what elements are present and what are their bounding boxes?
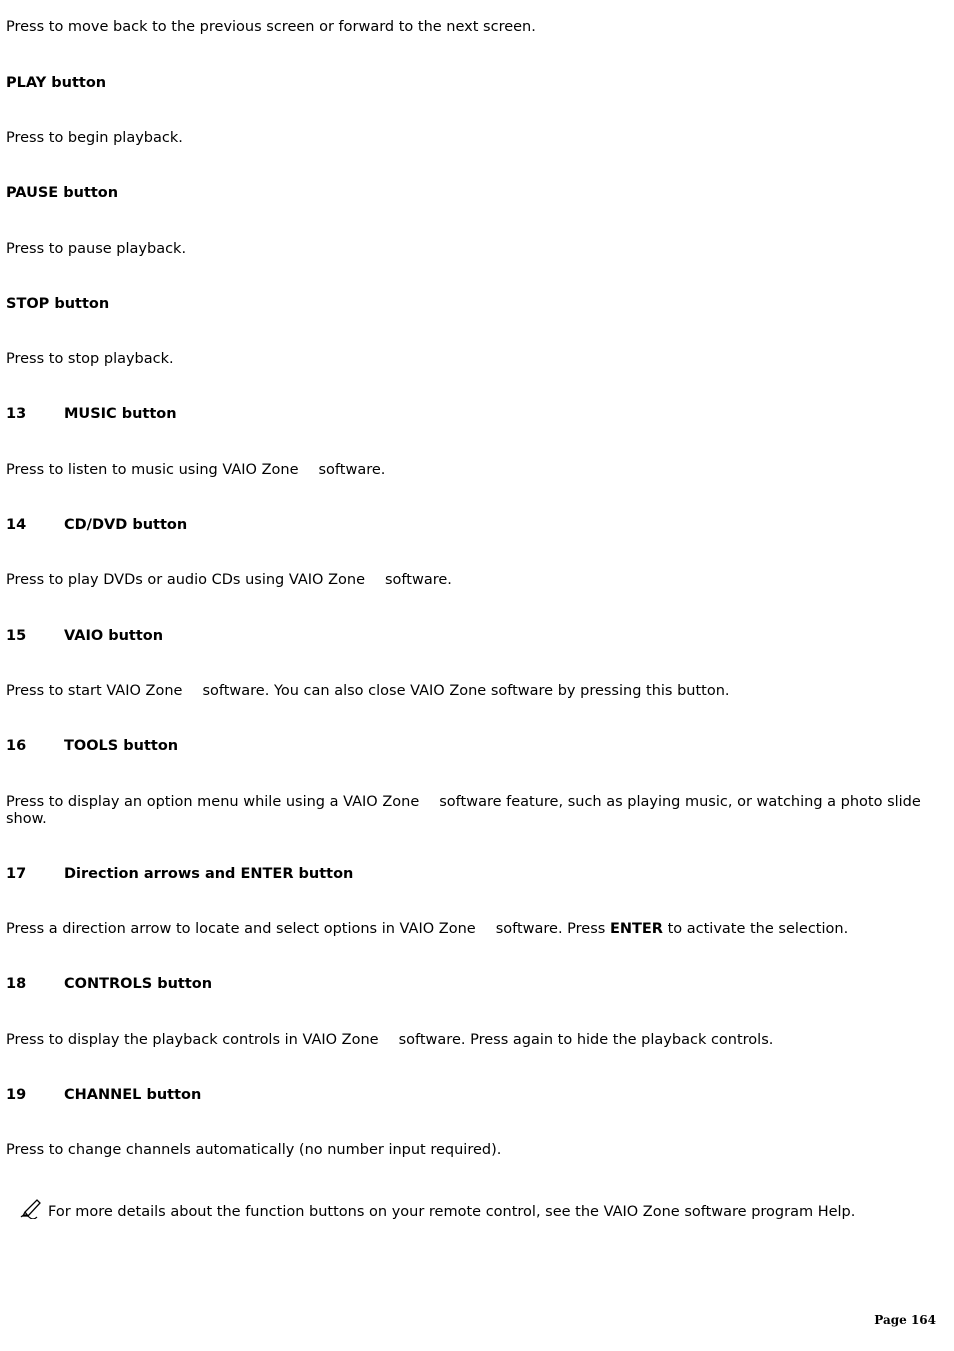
item-16-heading	[6, 738, 934, 755]
item-number: 17	[6, 866, 27, 882]
desc-part: Press to change channels automatically (no number input required).	[6, 1142, 502, 1158]
item-number: 18	[6, 976, 27, 992]
desc-part: software. Press	[495, 921, 606, 937]
desc-part: Press to play DVDs or audio CDs using VAIO Zone	[6, 572, 365, 588]
desc-part: Press a direction arrow to locate and select options in VAIO Zone	[6, 921, 476, 937]
item-number: 15	[6, 628, 27, 644]
desc-part: Press to display an option menu while using a VAIO Zone	[6, 794, 420, 810]
item-19-description	[6, 1142, 934, 1159]
pencil-note-icon	[20, 1199, 44, 1219]
item-17-description	[6, 921, 934, 938]
item-19-heading	[6, 1087, 934, 1104]
desc-part: software. You can also close VAIO Zone software by pressing this button.	[202, 683, 730, 699]
desc-part: software. Press again to hide the playback controls.	[398, 1032, 774, 1048]
pause-button-description: Press to pause playback.	[6, 241, 187, 257]
item-18-heading	[6, 976, 934, 993]
item-18-description	[6, 1032, 934, 1049]
intro-text: Press to move back to the previous screen or forward to the next screen.	[6, 19, 536, 35]
page-number: Page 164	[874, 1313, 936, 1327]
item-number: 19	[6, 1087, 27, 1103]
play-button-heading: PLAY button	[6, 75, 107, 91]
item-title: CHANNEL button	[64, 1087, 202, 1103]
desc-part: software.	[318, 462, 386, 478]
desc-part: software.	[385, 572, 452, 588]
item-15-heading	[6, 628, 934, 645]
item-16-description	[6, 794, 934, 828]
note	[20, 1199, 855, 1221]
item-title: TOOLS button	[64, 738, 179, 754]
item-14-heading	[6, 517, 934, 534]
stop-button-heading: STOP button	[6, 296, 110, 312]
desc-part: Press to start VAIO Zone	[6, 683, 183, 699]
desc-emphasis: ENTER	[609, 921, 663, 937]
item-number: 13	[6, 406, 27, 422]
item-number: 16	[6, 738, 27, 754]
item-13-description	[6, 462, 934, 479]
item-17-heading	[6, 866, 934, 883]
stop-button-description: Press to stop playback.	[6, 351, 174, 367]
item-title: VAIO button	[64, 628, 164, 644]
desc-part: to activate the selection.	[667, 921, 849, 937]
pause-button-heading: PAUSE button	[6, 185, 119, 201]
item-13-heading	[6, 406, 934, 423]
item-title: MUSIC button	[64, 406, 177, 422]
item-title: CD/DVD button	[64, 517, 188, 533]
desc-part: Press to display the playback controls in VAIO Zone	[6, 1032, 379, 1048]
item-14-description	[6, 572, 934, 589]
play-button-description: Press to begin playback.	[6, 130, 183, 146]
note-text: For more details about the function buttons on your remote control, see the VAIO Zone software program Help.	[48, 1204, 856, 1220]
desc-part: Press to listen to music using VAIO Zone	[6, 462, 299, 478]
item-number: 14	[6, 517, 27, 533]
item-15-description	[6, 683, 934, 700]
desc-part: software feature, such as playing music, or watching a photo slide show.	[6, 794, 921, 827]
item-title: Direction arrows and ENTER button	[64, 866, 354, 882]
item-title: CONTROLS button	[64, 976, 213, 992]
